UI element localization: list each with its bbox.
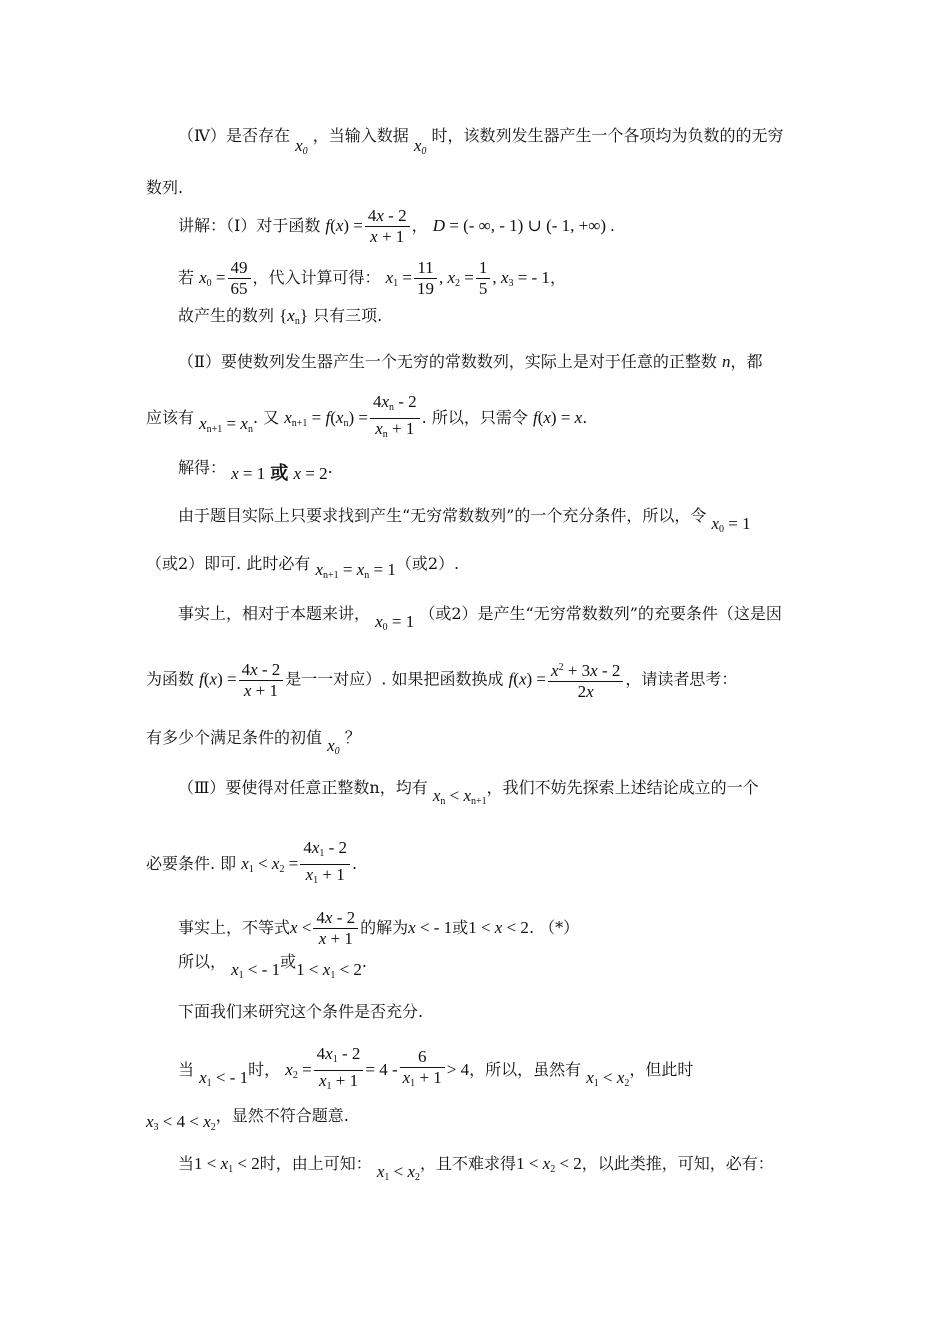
paragraph-iv-question-cont: 数列. — [146, 178, 184, 197]
math-fraction: $\frac{4x - 2}{x + 1}$ — [365, 206, 410, 247]
math-function-f: f(x) = — [325, 216, 363, 235]
math-computed-terms: $x_1$ = — [385, 268, 412, 289]
paragraph-ii-cont: 应该有 $x_{n+1} = x_n$. 又 $x_{n+1} = f(x_n)$ = $\frac{4x_n - 2}{x_n + 1}$ . 所以，只需令 f(x) = x. — [146, 392, 588, 440]
paragraph-therefore: 所以， $x_1$ < - 1或$1 < x_1 < 2$. — [178, 952, 367, 981]
paragraph-question-x0: 有多少个满足条件的初值 $x_0$ ？ — [146, 728, 361, 757]
math-x0-equals-1: $x_0 = 1$ — [375, 612, 415, 633]
paragraph-three-terms: 故产生的数列 $\{x_n\}$ 只有三项. — [178, 306, 383, 327]
paragraph-iii: （Ⅲ）要使得对任意正整数n，均有 $x_n < x_{n+1}$，我们不妨先探索上述结论成立的一个 — [178, 778, 759, 807]
paragraph-substitute: 若 $x_0$ = $\frac{49}{65}$ ，代入计算可得： $x_1$ = $\frac{11}{19}$ , $x_2$ = $\frac{1}{5}$ , $x_3$ = - 1， — [178, 258, 566, 298]
math-function-f: f(x) = — [199, 669, 237, 689]
math-sequence-xn: $\{x_n\}$ — [279, 306, 308, 327]
math-x-equals-1: x = 1 — [231, 464, 266, 483]
math-x-equals-2: x = 2 — [293, 464, 328, 483]
math-solution-range: x < - 1 — [408, 918, 453, 937]
math-fixed-point: f(x) = x — [532, 408, 583, 427]
math-constant-condition: $x_{n+1} = x_n$ — [199, 414, 253, 435]
paragraph-iff-cont: 为函数 f(x) = $\frac{4x - 2}{x + 1}$ 是一一对应）. 如果把函数换成 f(x) = $\frac{x^2 + 3x - 2}{2x}$ ，请读者思考： — [146, 659, 738, 701]
paragraph-sufficient-condition: 由于题目实际上只要求找到产生“无穷常数数列”的一个充分条件，所以，令 $x_0 = 1$ — [178, 506, 751, 535]
math-x3-inequality: $x_3 < 4 < x_2$ — [146, 1112, 216, 1133]
math-alt-function: f(x) = — [508, 669, 547, 689]
math-increasing-condition: $x_n < x_{n+1}$ — [432, 786, 487, 807]
paragraph-ii: （Ⅱ）要使数列发生器产生一个无穷的常数数列，实际上是对于任意的正整数 n，都 — [178, 352, 763, 371]
paragraph-inequality: 事实上，不等式x < $\frac{4x - 2}{x + 1}$ 的解为x < - 1或1 < x < 2. （*） — [178, 908, 580, 948]
paragraph-check-sufficiency: 下面我们来研究这个条件是否充分. — [178, 1002, 424, 1021]
paragraph-case-negative: 当 $x_1$ < - 1时， $x_2$ = $\frac{4x_1 - 2}{x_1 + 1}$ = 4 - $\frac{6}{x_1 + 1}$ > 4，所以，虽然有 $x_1 < x_2$，但此时 — [178, 1044, 694, 1092]
paragraph-solution-i: 讲解：（Ⅰ）对于函数 f(x) = $\frac{4x - 2}{x + 1}$ ， D = (- ∞, - 1) ∪ (- 1, +∞) . — [178, 206, 615, 246]
paragraph-iff-condition: 事实上，相对于本题来讲， $x_0 = 1$ （或2）是产生“无穷常数数列”的充要条件（这是因 — [178, 604, 782, 633]
math-necessary-condition: $x_1 < x_2$ = — [241, 854, 299, 875]
math-x0-equals-1: $x_0 = 1$ — [711, 514, 751, 535]
math-x2-expression: $x_2$ = — [285, 1060, 312, 1081]
paragraph-case-positive: 当$1 < x_1 < 2$时，由上可知： $x_1 < x_2$，且不难求得$1 < x_2 < 2$，以此类推，可知，必有： — [178, 1154, 774, 1183]
paragraph-iii-cont: 必要条件. 即 $x_1 < x_2$ = $\frac{4x_1 - 2}{x_1 + 1}$ . — [146, 838, 358, 886]
math-x0: $x_0$ — [413, 136, 427, 157]
math-x0-value: $x_0$ = — [199, 268, 226, 289]
paragraph-case-negative-cont: $x_3 < 4 < x_2$，显然不符合题意. — [146, 1106, 349, 1133]
paragraph-iv-question: （Ⅳ）是否存在 $x_0$ ，当输入数据 $x_0$ 时，该数列发生器产生一个各项均为负数的的无穷 — [178, 126, 784, 157]
math-constant-value: $x_{n+1} = x_n = 1$ — [315, 560, 396, 581]
math-x0: $x_0$ — [295, 136, 308, 157]
math-domain: D = (- ∞, - 1) ∪ (- 1, +∞) . — [432, 216, 615, 235]
paragraph-sufficient-cont: （或2）即可. 此时必有 $x_{n+1} = x_n = 1$（或2）. — [146, 554, 460, 581]
paragraph-solve: 解得： x = 1 或 x = 2. — [178, 458, 333, 484]
math-recurrence: $x_{n+1} = f(x_n)$ = — [284, 408, 368, 429]
